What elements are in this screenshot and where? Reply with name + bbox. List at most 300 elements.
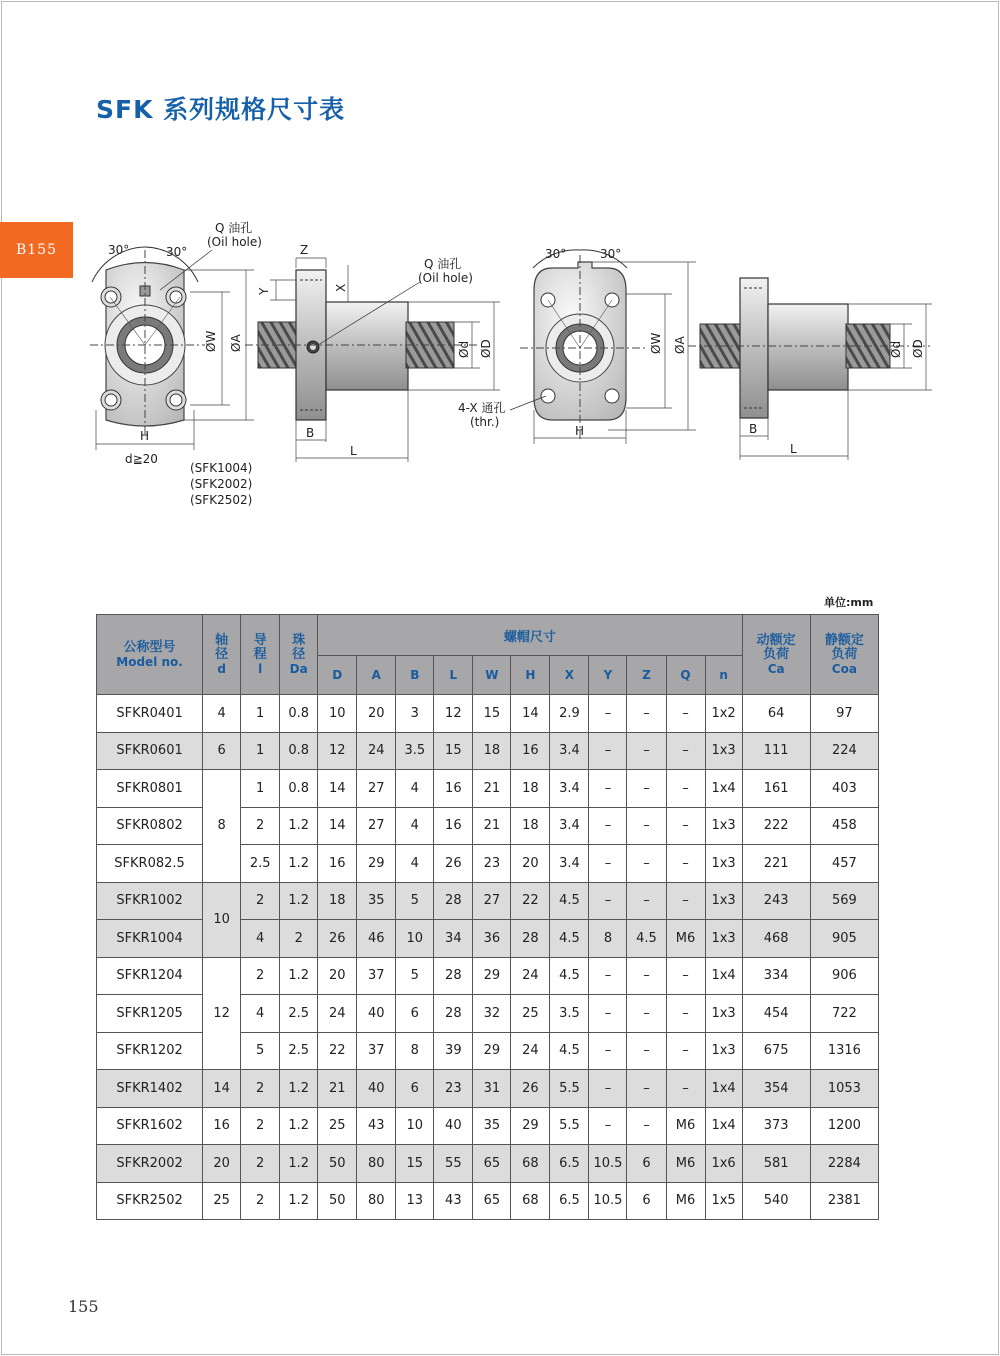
cell-h: 24 (511, 957, 550, 995)
cell-d: 50 (318, 1145, 357, 1183)
cell-d: 26 (318, 920, 357, 958)
cell-shaft-diameter: 16 (203, 1107, 241, 1145)
cell-model: SFKR1004 (97, 920, 203, 958)
page-title: SFK 系列规格尺寸表 (96, 95, 346, 124)
cell-b: 5 (396, 957, 434, 995)
cell-da: 0.8 (280, 732, 318, 770)
through-hole-label-en: (thr.) (470, 415, 500, 429)
table-row (97, 1107, 879, 1145)
cell-w: 31 (473, 1070, 511, 1108)
cell-d: 12 (318, 732, 357, 770)
cell-x: 3.4 (550, 807, 589, 845)
cell-l: 26 (434, 845, 473, 883)
cell-shaft-diameter: 8 (203, 770, 241, 883)
cell-q: – (666, 695, 705, 733)
cell-ca: 221 (742, 845, 810, 883)
dim-h-label: H (575, 424, 585, 438)
cell-z: – (627, 1070, 666, 1108)
angle-label: 30° (600, 247, 622, 261)
table-row (97, 1070, 879, 1108)
cell-model: SFKR0801 (97, 770, 203, 808)
dim-z-label: Z (300, 243, 309, 257)
cell-coa: 906 (810, 957, 878, 995)
header-label: 珠径 (292, 632, 306, 662)
cell-n: 1x4 (705, 770, 742, 808)
cell-l: 55 (434, 1145, 473, 1183)
cell-coa: 1200 (810, 1107, 878, 1145)
cell-n: 1x4 (705, 1070, 742, 1108)
cell-ca: 354 (742, 1070, 810, 1108)
cell-h: 18 (511, 770, 550, 808)
col-header-X: X (550, 656, 589, 695)
cell-l: 23 (434, 1070, 473, 1108)
cell-da: 1.2 (280, 957, 318, 995)
cell-y: – (589, 1107, 627, 1145)
cell-l: 2 (241, 1070, 280, 1108)
angle-label: 30° (108, 243, 130, 257)
dim-w-label: ØW (649, 332, 663, 354)
header-label: 导程 (253, 632, 267, 662)
cell-y: 8 (589, 920, 627, 958)
cell-d: 22 (318, 1032, 357, 1070)
cell-coa: 2381 (810, 1182, 878, 1220)
cell-n: 1x4 (705, 957, 742, 995)
cell-b: 10 (396, 1107, 434, 1145)
cell-coa: 722 (810, 995, 878, 1033)
cell-l: 28 (434, 957, 473, 995)
cell-l: 2 (241, 882, 280, 920)
cell-n: 1x3 (705, 882, 742, 920)
page-tab[interactable]: B155 (0, 222, 73, 278)
cell-l: 1 (241, 732, 280, 770)
cell-da: 0.8 (280, 695, 318, 733)
cell-d: 50 (318, 1182, 357, 1220)
col-header-ball (280, 615, 318, 695)
cell-shaft-diameter: 12 (203, 957, 241, 1070)
cell-coa: 458 (810, 807, 878, 845)
cell-h: 14 (511, 695, 550, 733)
cell-h: 25 (511, 995, 550, 1033)
cell-shaft-diameter: 6 (203, 732, 241, 770)
cell-y: – (589, 845, 627, 883)
cell-a: 37 (357, 957, 396, 995)
through-hole-label: 4-X 通孔 (458, 401, 506, 415)
table-row (97, 1145, 879, 1183)
technical-drawings (0, 0, 1000, 560)
cell-w: 21 (473, 807, 511, 845)
cell-w: 35 (473, 1107, 511, 1145)
cell-l: 1 (241, 695, 280, 733)
header-sublabel: l (258, 661, 263, 676)
dim-b-label: B (306, 426, 315, 440)
cell-q: – (666, 957, 705, 995)
cell-coa: 569 (810, 882, 878, 920)
unit-label: 单位:mm (824, 596, 874, 609)
cell-n: 1x6 (705, 1145, 742, 1183)
dim-l-label: L (790, 442, 797, 456)
cell-y: 10.5 (589, 1145, 627, 1183)
cell-x: 3.5 (550, 995, 589, 1033)
cell-b: 15 (396, 1145, 434, 1183)
table-row (97, 770, 879, 808)
dim-a-label: ØA (229, 334, 243, 352)
cell-a: 27 (357, 770, 396, 808)
col-header-shaft (203, 615, 241, 695)
header-sublabel: Model no. (116, 654, 183, 669)
cell-y: – (589, 732, 627, 770)
cell-l: 1 (241, 770, 280, 808)
cell-l: 43 (434, 1182, 473, 1220)
cell-d: 24 (318, 995, 357, 1033)
cell-coa: 224 (810, 732, 878, 770)
cell-q: – (666, 995, 705, 1033)
oil-hole-label-en: (Oil hole) (418, 271, 473, 285)
cell-model: SFKR2502 (97, 1182, 203, 1220)
front-view-right (510, 250, 696, 444)
cell-x: 4.5 (550, 920, 589, 958)
cell-z: – (627, 770, 666, 808)
cell-z: – (627, 957, 666, 995)
spec-table-body (97, 695, 879, 1220)
cell-y: – (589, 695, 627, 733)
dim-D-label: ØD (911, 339, 925, 358)
cell-model: SFKR1402 (97, 1070, 203, 1108)
dim-h-label: H (140, 429, 150, 443)
cell-a: 24 (357, 732, 396, 770)
cell-q: M6 (666, 1182, 705, 1220)
cell-d: 18 (318, 882, 357, 920)
cell-da: 1.2 (280, 845, 318, 883)
cell-h: 68 (511, 1145, 550, 1183)
cell-d: 14 (318, 807, 357, 845)
cell-d: 14 (318, 770, 357, 808)
cell-coa: 1316 (810, 1032, 878, 1070)
cell-q: M6 (666, 1145, 705, 1183)
col-header-H: H (511, 656, 550, 695)
cell-x: 4.5 (550, 1032, 589, 1070)
cell-a: 46 (357, 920, 396, 958)
cell-l: 4 (241, 995, 280, 1033)
cell-coa: 905 (810, 920, 878, 958)
cell-n: 1x3 (705, 732, 742, 770)
cell-h: 68 (511, 1182, 550, 1220)
cell-w: 29 (473, 957, 511, 995)
dim-y-label: Y (257, 287, 271, 295)
col-header-A: A (357, 656, 396, 695)
cell-a: 80 (357, 1182, 396, 1220)
header-label: 公称型号 (123, 639, 176, 655)
cell-da: 1.2 (280, 1145, 318, 1183)
cell-b: 6 (396, 1070, 434, 1108)
cell-l: 16 (434, 770, 473, 808)
cell-z: – (627, 995, 666, 1033)
cell-h: 24 (511, 1032, 550, 1070)
cell-a: 35 (357, 882, 396, 920)
cell-d: 10 (318, 695, 357, 733)
cell-b: 8 (396, 1032, 434, 1070)
cell-l: 12 (434, 695, 473, 733)
header-sublabel: d (217, 661, 226, 676)
cell-h: 18 (511, 807, 550, 845)
cell-b: 3.5 (396, 732, 434, 770)
col-header-lead (241, 615, 280, 695)
cell-model: SFKR2002 (97, 1145, 203, 1183)
cell-ca: 581 (742, 1145, 810, 1183)
cell-ca: 468 (742, 920, 810, 958)
cell-a: 20 (357, 695, 396, 733)
dim-d-label: Ød (457, 340, 471, 358)
cell-ca: 243 (742, 882, 810, 920)
table-row (97, 957, 879, 995)
cell-a: 27 (357, 807, 396, 845)
cell-x: 5.5 (550, 1107, 589, 1145)
cell-n: 1x3 (705, 995, 742, 1033)
cell-ca: 222 (742, 807, 810, 845)
table-row (97, 882, 879, 920)
table-row (97, 1182, 879, 1220)
cell-w: 29 (473, 1032, 511, 1070)
cell-h: 22 (511, 882, 550, 920)
cell-da: 2.5 (280, 995, 318, 1033)
cell-w: 15 (473, 695, 511, 733)
cell-z: 4.5 (627, 920, 666, 958)
cell-n: 1x3 (705, 1032, 742, 1070)
cell-z: 6 (627, 1182, 666, 1220)
header-sublabel: Ca (767, 661, 785, 676)
cell-model: SFKR0401 (97, 695, 203, 733)
cell-coa: 457 (810, 845, 878, 883)
cell-b: 13 (396, 1182, 434, 1220)
cell-w: 23 (473, 845, 511, 883)
cell-q: – (666, 807, 705, 845)
d-note: d≧20 (125, 452, 158, 466)
cell-x: 3.4 (550, 732, 589, 770)
cell-b: 6 (396, 995, 434, 1033)
cell-a: 43 (357, 1107, 396, 1145)
cell-l: 39 (434, 1032, 473, 1070)
cell-b: 4 (396, 807, 434, 845)
table-row (97, 695, 879, 733)
cell-ca: 675 (742, 1032, 810, 1070)
cell-l: 2.5 (241, 845, 280, 883)
cell-shaft-diameter: 4 (203, 695, 241, 733)
side-view-left (245, 258, 500, 462)
cell-l: 5 (241, 1032, 280, 1070)
model-note: (SFK1004) (190, 461, 253, 475)
cell-ca: 64 (742, 695, 810, 733)
col-header-Q: Q (666, 656, 705, 695)
cell-model: SFKR1602 (97, 1107, 203, 1145)
cell-w: 21 (473, 770, 511, 808)
cell-q: M6 (666, 920, 705, 958)
cell-da: 1.2 (280, 882, 318, 920)
cell-b: 5 (396, 882, 434, 920)
col-header-n: n (705, 656, 742, 695)
cell-l: 2 (241, 807, 280, 845)
cell-b: 4 (396, 845, 434, 883)
cell-z: – (627, 695, 666, 733)
dim-d-label: Ød (889, 340, 903, 358)
cell-a: 29 (357, 845, 396, 883)
cell-coa: 97 (810, 695, 878, 733)
cell-n: 1x4 (705, 1107, 742, 1145)
oil-hole-label: Q 油孔 (215, 221, 253, 235)
cell-shaft-diameter: 25 (203, 1182, 241, 1220)
header-label: 轴径 (215, 632, 229, 662)
cell-h: 26 (511, 1070, 550, 1108)
cell-l: 16 (434, 807, 473, 845)
cell-w: 27 (473, 882, 511, 920)
cell-w: 65 (473, 1182, 511, 1220)
cell-l: 40 (434, 1107, 473, 1145)
col-header-Z: Z (627, 656, 666, 695)
cell-d: 16 (318, 845, 357, 883)
cell-ca: 161 (742, 770, 810, 808)
cell-y: – (589, 957, 627, 995)
cell-l: 2 (241, 1145, 280, 1183)
cell-y: – (589, 807, 627, 845)
cell-n: 1x2 (705, 695, 742, 733)
cell-y: – (589, 882, 627, 920)
cell-q: M6 (666, 1107, 705, 1145)
cell-h: 20 (511, 845, 550, 883)
cell-da: 0.8 (280, 770, 318, 808)
model-note: (SFK2502) (190, 493, 253, 507)
dim-D-label: ØD (479, 339, 493, 358)
cell-ca: 540 (742, 1182, 810, 1220)
cell-da: 1.2 (280, 1182, 318, 1220)
header-label: 静额定负荷 (824, 632, 864, 662)
cell-d: 25 (318, 1107, 357, 1145)
cell-da: 1.2 (280, 1107, 318, 1145)
cell-b: 3 (396, 695, 434, 733)
cell-a: 40 (357, 995, 396, 1033)
cell-l: 34 (434, 920, 473, 958)
cell-model: SFKR082.5 (97, 845, 203, 883)
cell-n: 1x3 (705, 845, 742, 883)
cell-b: 10 (396, 920, 434, 958)
cell-q: – (666, 770, 705, 808)
cell-a: 80 (357, 1145, 396, 1183)
cell-z: – (627, 807, 666, 845)
cell-x: 4.5 (550, 957, 589, 995)
cell-model: SFKR0802 (97, 807, 203, 845)
cell-y: – (589, 995, 627, 1033)
dim-l-label: L (350, 444, 357, 458)
cell-h: 16 (511, 732, 550, 770)
col-header-L: L (434, 656, 473, 695)
cell-shaft-diameter: 20 (203, 1145, 241, 1183)
table-row (97, 732, 879, 770)
cell-x: 2.9 (550, 695, 589, 733)
cell-y: – (589, 1070, 627, 1108)
cell-w: 65 (473, 1145, 511, 1183)
page-number: 155 (68, 1297, 99, 1316)
col-header-nut-dims: 螺帽尺寸 (318, 615, 742, 656)
cell-w: 32 (473, 995, 511, 1033)
header-sublabel: Coa (831, 661, 857, 676)
header-label: 动额定负荷 (756, 632, 796, 662)
cell-model: SFKR0601 (97, 732, 203, 770)
oil-hole-label: Q 油孔 (424, 257, 462, 271)
cell-q: – (666, 732, 705, 770)
side-view-right (688, 278, 932, 460)
cell-da: 1.2 (280, 1070, 318, 1108)
cell-q: – (666, 1032, 705, 1070)
cell-n: 1x5 (705, 1182, 742, 1220)
col-header-B: B (396, 656, 434, 695)
cell-d: 20 (318, 957, 357, 995)
cell-l: 15 (434, 732, 473, 770)
cell-l: 28 (434, 995, 473, 1033)
cell-w: 18 (473, 732, 511, 770)
cell-l: 28 (434, 882, 473, 920)
cell-x: 3.4 (550, 845, 589, 883)
model-note: (SFK2002) (190, 477, 253, 491)
oil-hole-label-en: (Oil hole) (207, 235, 262, 249)
dim-a-label: ØA (673, 336, 687, 354)
cell-z: 6 (627, 1145, 666, 1183)
cell-shaft-diameter: 10 (203, 882, 241, 957)
cell-coa: 2284 (810, 1145, 878, 1183)
cell-n: 1x3 (705, 807, 742, 845)
cell-z: – (627, 1107, 666, 1145)
dim-x-label: X (334, 283, 348, 292)
cell-shaft-diameter: 14 (203, 1070, 241, 1108)
cell-a: 37 (357, 1032, 396, 1070)
cell-model: SFKR1205 (97, 995, 203, 1033)
cell-q: – (666, 845, 705, 883)
cell-da: 1.2 (280, 807, 318, 845)
cell-b: 4 (396, 770, 434, 808)
cell-h: 28 (511, 920, 550, 958)
cell-x: 5.5 (550, 1070, 589, 1108)
cell-h: 29 (511, 1107, 550, 1145)
cell-l: 2 (241, 957, 280, 995)
col-header-W: W (473, 656, 511, 695)
cell-y: – (589, 1032, 627, 1070)
cell-da: 2 (280, 920, 318, 958)
col-header-D: D (318, 656, 357, 695)
cell-d: 21 (318, 1070, 357, 1108)
cell-l: 2 (241, 1107, 280, 1145)
angle-label: 30° (545, 247, 567, 261)
cell-ca: 454 (742, 995, 810, 1033)
cell-q: – (666, 882, 705, 920)
cell-x: 6.5 (550, 1145, 589, 1183)
cell-model: SFKR1002 (97, 882, 203, 920)
cell-a: 40 (357, 1070, 396, 1108)
cell-ca: 111 (742, 732, 810, 770)
cell-model: SFKR1202 (97, 1032, 203, 1070)
spec-table (96, 614, 879, 1220)
cell-w: 36 (473, 920, 511, 958)
cell-ca: 373 (742, 1107, 810, 1145)
dim-w-label: ØW (204, 330, 218, 352)
cell-coa: 403 (810, 770, 878, 808)
cell-y: 10.5 (589, 1182, 627, 1220)
header-sublabel: Da (289, 661, 308, 676)
cell-l: 2 (241, 1182, 280, 1220)
col-header-model (97, 615, 203, 695)
cell-z: – (627, 845, 666, 883)
col-header-Y: Y (589, 656, 627, 695)
cell-ca: 334 (742, 957, 810, 995)
col-header-dynamic-load (742, 615, 810, 695)
cell-y: – (589, 770, 627, 808)
cell-model: SFKR1204 (97, 957, 203, 995)
cell-x: 4.5 (550, 882, 589, 920)
